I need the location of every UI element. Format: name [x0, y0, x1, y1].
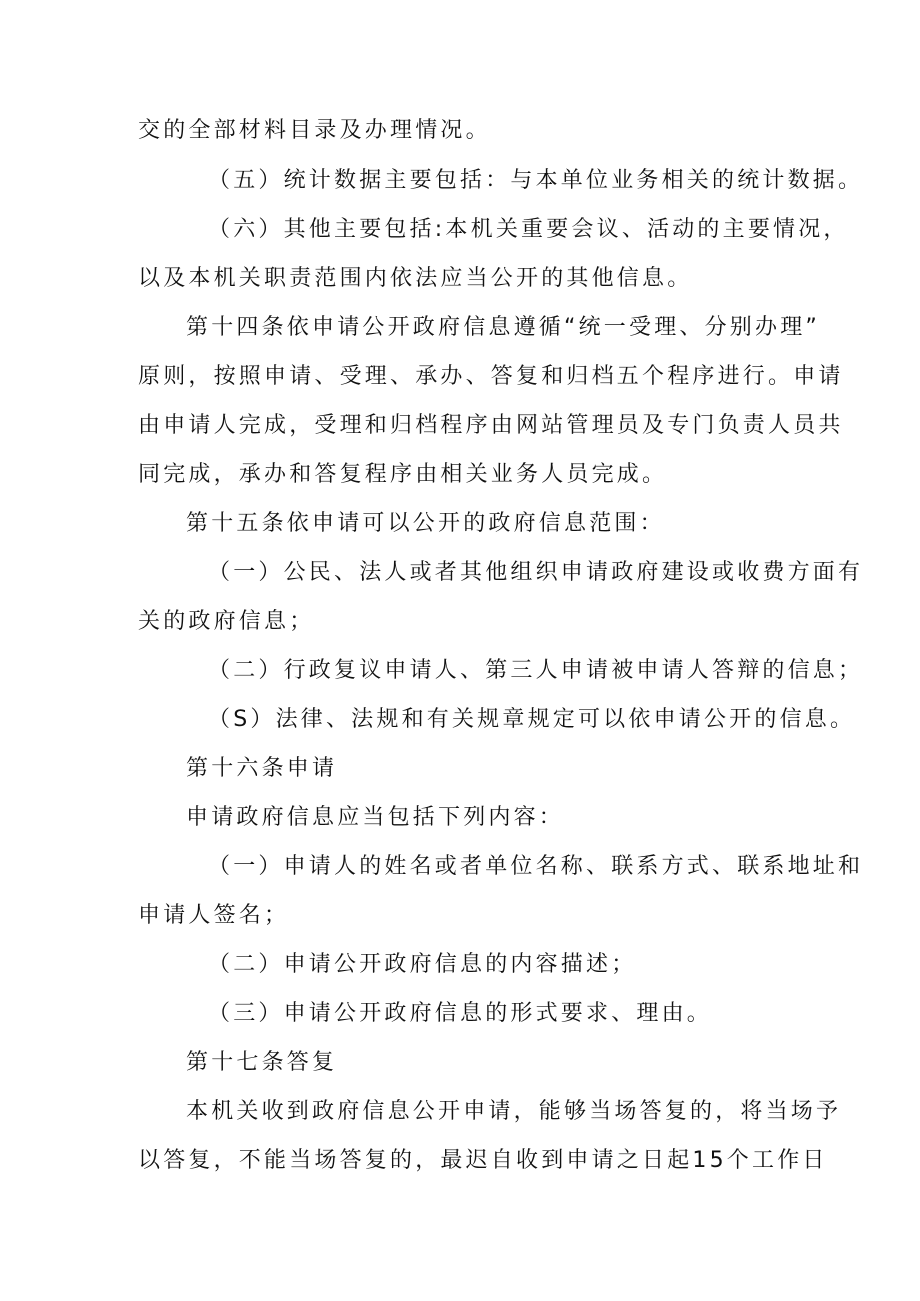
text-line: （一）公民、法人或者其他组织申请政府建设或收费方面有: [208, 560, 864, 585]
text-line: （二）行政复议申请人、第三人申请被申请人答辩的信息；: [208, 658, 864, 683]
article-heading: 第十四条依申请公开政府信息遵循“统一受理、分别办理”: [186, 315, 820, 340]
text-line: 以答复，不能当场答复的，最迟自收到申请之日起15个工作日: [138, 1148, 828, 1173]
text-line: （一）申请人的姓名或者单位名称、联系方式、联系地址和: [208, 854, 864, 879]
text-line: 本机关收到政府信息公开申请，能够当场答复的，将当场予: [186, 1099, 842, 1124]
text-line: （三）申请公开政府信息的形式要求、理由。: [208, 1001, 713, 1026]
text-line: （六）其他主要包括:本机关重要会议、活动的主要情况，: [208, 217, 849, 242]
text-line: 以及本机关职责范围内依法应当公开的其他信息。: [138, 266, 693, 291]
text-line: 申请政府信息应当包括下列内容：: [186, 805, 565, 830]
text-line: 交的全部材料目录及办理情况。: [138, 118, 491, 143]
text-line: （五）统计数据主要包括：与本单位业务相关的统计数据。: [208, 168, 864, 193]
text-line: （二）申请公开政府信息的内容描述；: [208, 952, 637, 977]
text-line: （S）法律、法规和有关规章规定可以依申请公开的信息。: [208, 707, 856, 732]
text-line: 关的政府信息；: [138, 609, 315, 634]
text-line: 原则，按照申请、受理、承办、答复和归档五个程序进行。申请: [138, 364, 844, 389]
article-heading: 第十五条依申请可以公开的政府信息范围：: [186, 511, 665, 536]
article-heading: 第十七条答复: [186, 1050, 338, 1075]
text-line: 由申请人完成，受理和归档程序由网站管理员及专门负责人员共: [138, 413, 844, 438]
text-line: 同完成，承办和答复程序由相关业务人员完成。: [138, 462, 668, 487]
article-heading: 第十六条申请: [186, 756, 338, 781]
text-line: 申请人签名；: [138, 903, 290, 928]
